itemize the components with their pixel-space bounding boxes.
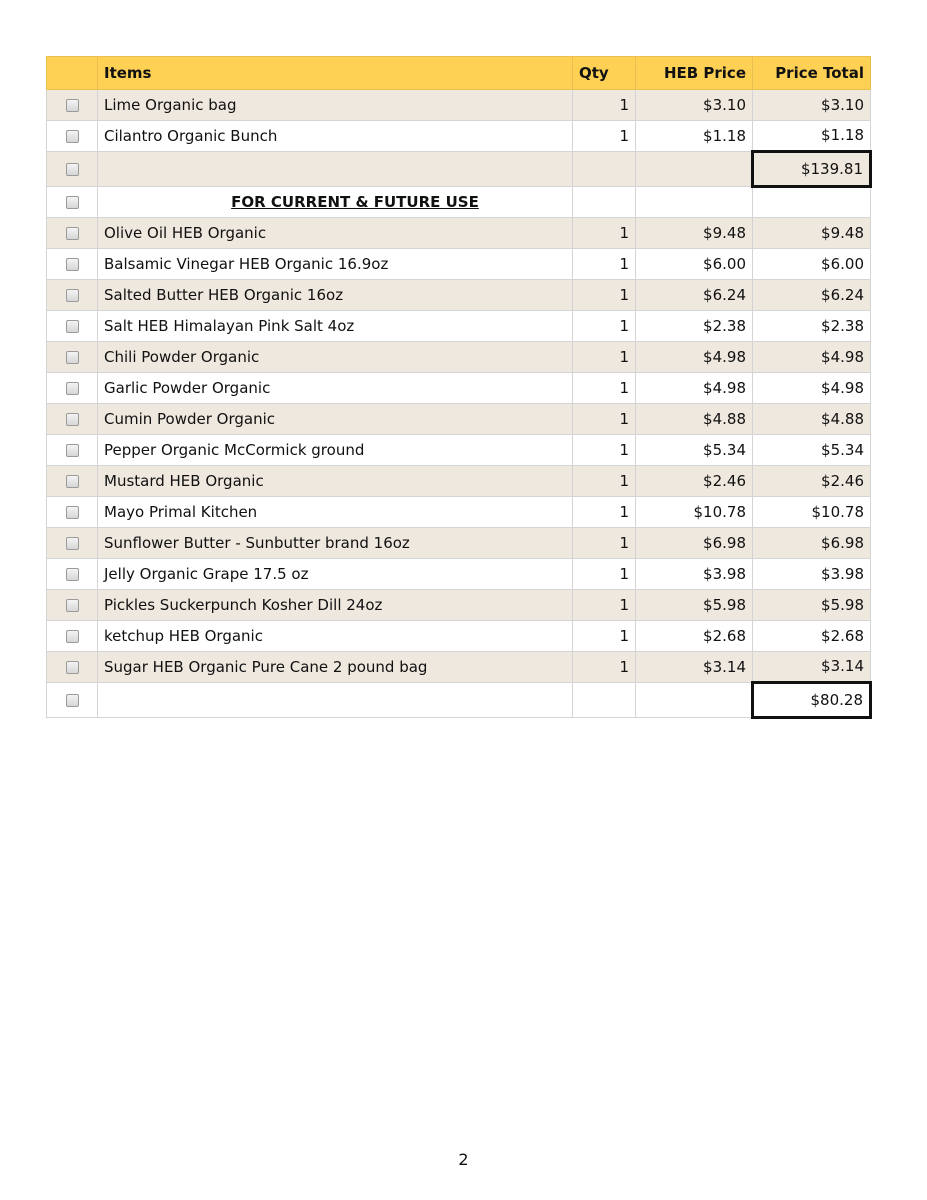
table-row [47, 373, 871, 404]
checkbox-cell [47, 590, 98, 621]
price-total-cell: $2.46 [753, 466, 871, 497]
heb-price-cell: $2.38 [636, 311, 753, 342]
row-checkbox[interactable] [66, 130, 79, 143]
table-row [47, 621, 871, 652]
item-cell: Sunflower Butter - Sunbutter brand 16oz [98, 528, 573, 559]
heb-price-cell [636, 683, 753, 718]
heb-price-cell: $3.10 [636, 90, 753, 121]
row-checkbox[interactable] [66, 444, 79, 457]
price-total-cell: $3.10 [753, 90, 871, 121]
heb-price-cell: $6.24 [636, 280, 753, 311]
checkbox-cell [47, 435, 98, 466]
price-total-cell: $6.98 [753, 528, 871, 559]
qty-cell: 1 [573, 528, 636, 559]
price-total-cell: $5.34 [753, 435, 871, 466]
items-column-header: Items [98, 57, 573, 90]
row-checkbox[interactable] [66, 382, 79, 395]
item-cell: Salt HEB Himalayan Pink Salt 4oz [98, 311, 573, 342]
qty-cell: 1 [573, 342, 636, 373]
heb-price-cell: $4.88 [636, 404, 753, 435]
qty-cell: 1 [573, 373, 636, 404]
row-checkbox[interactable] [66, 258, 79, 271]
row-checkbox[interactable] [66, 289, 79, 302]
heb-price-cell: $5.98 [636, 590, 753, 621]
heb-price-cell: $1.18 [636, 121, 753, 152]
row-checkbox[interactable] [66, 320, 79, 333]
item-cell: Jelly Organic Grape 17.5 oz [98, 559, 573, 590]
table-row [47, 280, 871, 311]
qty-cell: 1 [573, 280, 636, 311]
heb-price-cell: $2.68 [636, 621, 753, 652]
item-cell: Mustard HEB Organic [98, 466, 573, 497]
checkbox-cell [47, 249, 98, 280]
checkbox-cell [47, 466, 98, 497]
heb-price-cell: $4.98 [636, 342, 753, 373]
section-row [47, 187, 871, 218]
section-cell [98, 187, 573, 218]
heb-price-cell: $6.98 [636, 528, 753, 559]
price-total-cell: $3.98 [753, 559, 871, 590]
item-cell: Mayo Primal Kitchen [98, 497, 573, 528]
item-cell: Olive Oil HEB Organic [98, 218, 573, 249]
checkbox-cell [47, 90, 98, 121]
qty-cell [573, 187, 636, 218]
checkbox-cell [47, 683, 98, 718]
subtotal-row [47, 152, 871, 187]
checkbox-cell [47, 187, 98, 218]
heb-price-cell: $2.46 [636, 466, 753, 497]
checkbox-cell [47, 121, 98, 152]
row-checkbox[interactable] [66, 196, 79, 209]
row-checkbox[interactable] [66, 475, 79, 488]
item-cell: Chili Powder Organic [98, 342, 573, 373]
price-total-cell: $4.98 [753, 373, 871, 404]
qty-cell: 1 [573, 621, 636, 652]
page-number: 2 [458, 1150, 469, 1169]
checkbox-cell [47, 342, 98, 373]
qty-cell: 1 [573, 652, 636, 683]
qty-cell: 1 [573, 249, 636, 280]
item-cell: Sugar HEB Organic Pure Cane 2 pound bag [98, 652, 573, 683]
row-checkbox[interactable] [66, 99, 79, 112]
price-total-cell: $10.78 [753, 497, 871, 528]
table-row [47, 497, 871, 528]
qty-cell: 1 [573, 466, 636, 497]
row-checkbox[interactable] [66, 661, 79, 674]
subtotal-row [47, 683, 871, 718]
qty-cell: 1 [573, 404, 636, 435]
heb-price-cell: $3.98 [636, 559, 753, 590]
price-total-column-header: Price Total [753, 57, 871, 90]
qty-cell: 1 [573, 311, 636, 342]
row-checkbox[interactable] [66, 413, 79, 426]
checkbox-cell [47, 218, 98, 249]
qty-cell [573, 683, 636, 718]
row-checkbox[interactable] [66, 351, 79, 364]
qty-column-header: Qty [573, 57, 636, 90]
grocery-table [46, 56, 872, 719]
row-checkbox[interactable] [66, 599, 79, 612]
qty-cell: 1 [573, 90, 636, 121]
table-row [47, 559, 871, 590]
heb-price-cell: $4.98 [636, 373, 753, 404]
price-total-cell: $2.38 [753, 311, 871, 342]
table-row [47, 90, 871, 121]
price-total-cell [753, 187, 871, 218]
qty-cell: 1 [573, 559, 636, 590]
table-row [47, 342, 871, 373]
item-cell: Cilantro Organic Bunch [98, 121, 573, 152]
qty-cell: 1 [573, 590, 636, 621]
checkbox-cell [47, 311, 98, 342]
checkbox-cell [47, 373, 98, 404]
item-cell: ketchup HEB Organic [98, 621, 573, 652]
price-total-cell: $1.18 [753, 121, 871, 152]
heb-price-column-header: HEB Price [636, 57, 753, 90]
section-heading: FOR CURRENT & FUTURE USE [231, 192, 479, 211]
item-cell: Balsamic Vinegar HEB Organic 16.9oz [98, 249, 573, 280]
qty-cell: 1 [573, 121, 636, 152]
item-cell: Lime Organic bag [98, 90, 573, 121]
table-row [47, 590, 871, 621]
price-total-cell: $6.24 [753, 280, 871, 311]
table-row [47, 249, 871, 280]
item-cell: Pepper Organic McCormick ground [98, 435, 573, 466]
price-total-cell: $5.98 [753, 590, 871, 621]
table-row [47, 218, 871, 249]
heb-price-cell: $5.34 [636, 435, 753, 466]
item-cell: Cumin Powder Organic [98, 404, 573, 435]
price-total-cell: $9.48 [753, 218, 871, 249]
heb-price-cell: $10.78 [636, 497, 753, 528]
checkbox-column-header [47, 57, 98, 90]
table-row [47, 121, 871, 152]
checkbox-cell [47, 152, 98, 187]
heb-price-cell: $9.48 [636, 218, 753, 249]
item-cell: Salted Butter HEB Organic 16oz [98, 280, 573, 311]
price-total-cell: $6.00 [753, 249, 871, 280]
checkbox-cell [47, 404, 98, 435]
item-cell: Garlic Powder Organic [98, 373, 573, 404]
table-row [47, 466, 871, 497]
table-row [47, 528, 871, 559]
qty-cell: 1 [573, 497, 636, 528]
checkbox-cell [47, 621, 98, 652]
checkbox-cell [47, 280, 98, 311]
table-row [47, 652, 871, 683]
qty-cell: 1 [573, 218, 636, 249]
heb-price-cell [636, 152, 753, 187]
price-total-cell: $3.14 [753, 652, 871, 683]
row-checkbox[interactable] [66, 568, 79, 581]
table-row [47, 404, 871, 435]
row-checkbox[interactable] [66, 537, 79, 550]
price-total-cell: $4.98 [753, 342, 871, 373]
row-checkbox[interactable] [66, 163, 79, 176]
qty-cell [573, 152, 636, 187]
row-checkbox[interactable] [66, 506, 79, 519]
checkbox-cell [47, 528, 98, 559]
heb-price-cell: $6.00 [636, 249, 753, 280]
subtotal-cell: $139.81 [753, 152, 871, 187]
item-cell [98, 152, 573, 187]
checkbox-cell [47, 652, 98, 683]
checkbox-cell [47, 559, 98, 590]
qty-cell: 1 [573, 435, 636, 466]
row-checkbox[interactable] [66, 694, 79, 707]
item-cell [98, 683, 573, 718]
price-total-cell: $4.88 [753, 404, 871, 435]
checkbox-cell [47, 497, 98, 528]
item-cell: Pickles Suckerpunch Kosher Dill 24oz [98, 590, 573, 621]
table-row [47, 311, 871, 342]
price-total-cell: $2.68 [753, 621, 871, 652]
subtotal-cell: $80.28 [753, 683, 871, 718]
heb-price-cell [636, 187, 753, 218]
row-checkbox[interactable] [66, 227, 79, 240]
heb-price-cell: $3.14 [636, 652, 753, 683]
table-row [47, 435, 871, 466]
header-row [47, 57, 871, 90]
row-checkbox[interactable] [66, 630, 79, 643]
